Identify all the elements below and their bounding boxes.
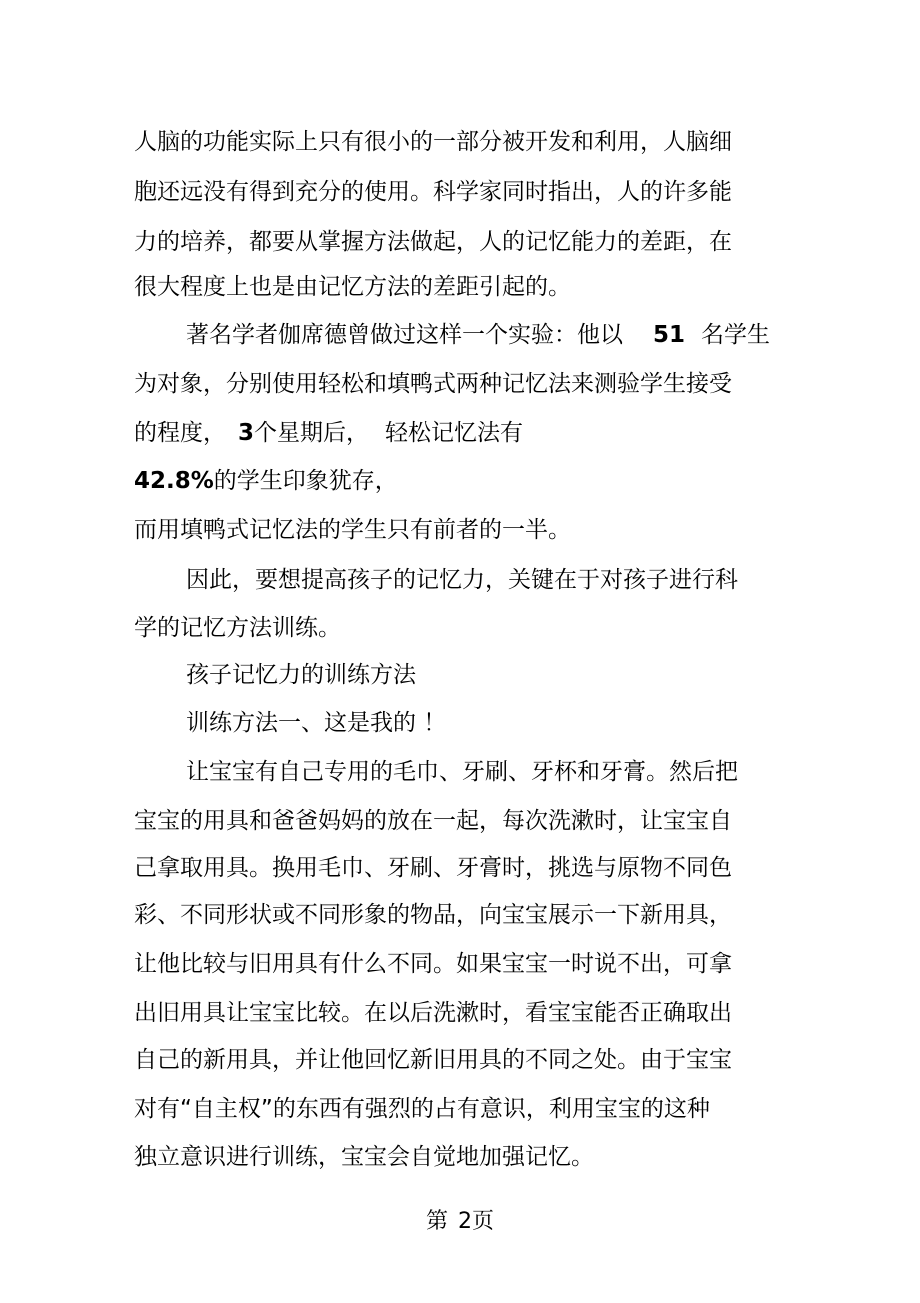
paragraph-4-line-9: 独立意识进行训练，宝宝会自觉地加强记忆。 [134, 1144, 594, 1170]
paragraph-2-line-3 [134, 418, 523, 448]
weeks-label: 个星期后， [254, 420, 370, 446]
retention-label: 的学生印象犹存， [213, 468, 398, 494]
student-count: 51 [653, 322, 686, 348]
paragraph-2-line-2: 为对象，分别使用轻松和填鸭式两种记忆法来测验学生接受 [134, 371, 732, 397]
page-prefix: 第 [425, 1209, 448, 1234]
paragraph-2-line-4 [134, 466, 398, 496]
students-label: 名学生 [701, 322, 771, 348]
page-suffix: 页 [472, 1209, 495, 1234]
weeks-count: 3 [238, 420, 255, 446]
page-footer [0, 1207, 920, 1237]
paragraph-4-line-5: 让他比较与旧用具有什么不同。如果宝宝一时说不出，可拿 [134, 951, 732, 977]
paragraph-4-line-6: 出旧用具让宝宝比较。在以后洗漱时，看宝宝能否正确取出 [134, 1000, 732, 1026]
paragraph-4-line-2: 宝宝的用具和爸爸妈妈的放在一起，每次洗漱时，让宝宝自 [134, 808, 732, 834]
paragraph-2-line-1 [186, 320, 770, 350]
method-heading: 训练方法一、这是我的 ！ [186, 710, 447, 736]
paragraph-3-line-2: 学的记忆方法训练。 [134, 615, 341, 641]
degree-label: 的程度， [134, 420, 226, 446]
page-number: 2 [458, 1209, 472, 1234]
paragraph-1-line-1: 人脑的功能实际上只有很小的一部分被开发和利用，人脑细 [134, 129, 732, 155]
paragraph-1-line-4: 很大程度上也是由记忆方法的差距引起的。 [134, 274, 571, 300]
retention-percent: 42.8% [134, 468, 214, 494]
paragraph-4-line-3: 己拿取用具。换用毛巾、牙刷、牙膏时，挑选与原物不同色 [134, 855, 732, 881]
paragraph-3-line-1: 因此，要想提高孩子的记忆力，关键在于对孩子进行科 [186, 567, 738, 593]
experiment-intro: 著名学者伽席德曾做过这样一个实验：他以 [186, 322, 623, 348]
paragraph-1-line-2: 胞还远没有得到充分的使用。科学家同时指出，人的许多能 [134, 179, 732, 205]
paragraph-4-line-8: 对有“自主权”的东西有强烈的占有意识，利用宝宝的这种 [134, 1096, 710, 1122]
paragraph-4-line-7: 自己的新用具，并让他回忆新旧用具的不同之处。由于宝宝 [134, 1047, 732, 1073]
paragraph-1-line-3: 力的培养，都要从掌握方法做起，人的记忆能力的差距，在 [134, 229, 732, 255]
section-heading: 孩子记忆力的训练方法 [186, 662, 416, 688]
relaxed-method-label: 轻松记忆法有 [385, 420, 524, 446]
paragraph-4-line-1: 让宝宝有自己专用的毛巾、牙刷、牙杯和牙膏。然后把 [186, 759, 738, 785]
paragraph-2-line-5: 而用填鸭式记忆法的学生只有前者的一半。 [134, 517, 571, 543]
paragraph-4-line-4: 彩、不同形状或不同形象的物品，向宝宝展示一下新用具， [134, 902, 732, 928]
